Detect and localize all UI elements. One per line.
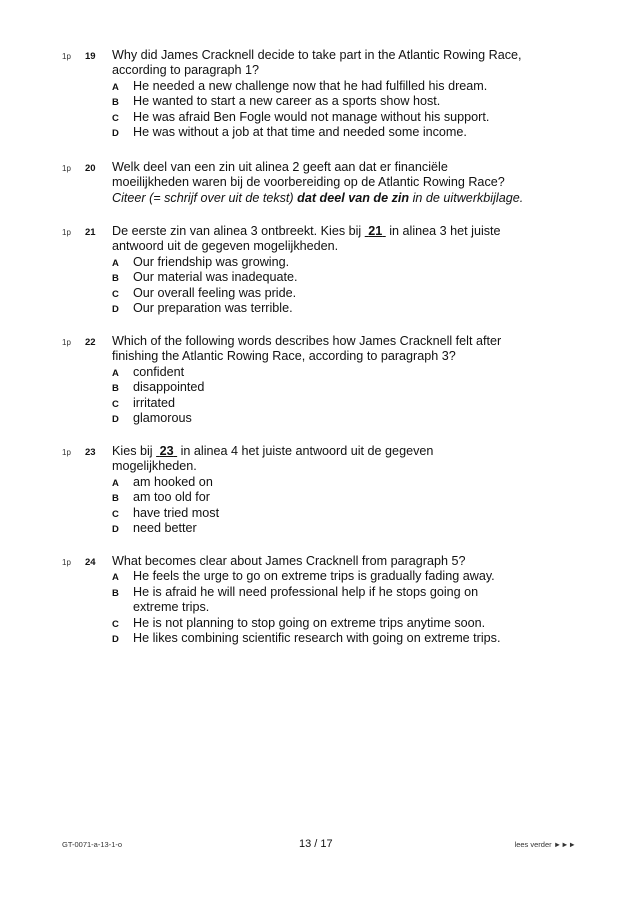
question-number: 21 [85, 227, 96, 238]
option-a[interactable]: A confident [112, 364, 185, 379]
exam-code: GT-0071-a-13-1-o [62, 840, 123, 849]
question-number: 23 [85, 447, 96, 458]
option-a[interactable]: A He feels the urge to go on extreme trips is gradually fading away. [112, 569, 495, 584]
option-b[interactable]: B He is afraid he will need professional help if he stops going on extreme trips. [112, 584, 479, 615]
option-b[interactable]: B disappointed [112, 380, 205, 395]
option-c[interactable]: C He is not planning to stop going on extreme trips anytime soon. [112, 615, 486, 630]
gap-21: 21 [368, 224, 383, 238]
option-b[interactable]: B He wanted to start a new career as a sports show host. [112, 94, 441, 109]
question-text: Welk deel van een zin uit alinea 2 geeft aan dat er financiële [112, 160, 448, 174]
option-d[interactable]: D He was without a job at that time and needed some income. [112, 125, 467, 140]
question-number: 19 [85, 51, 96, 62]
option-d[interactable]: D He likes combining scientific research with going on extreme trips. [112, 631, 501, 646]
option-a[interactable]: A am hooked on [112, 474, 213, 489]
points-label: 1p [62, 164, 71, 173]
option-c[interactable]: C irritated [112, 395, 175, 410]
option-c[interactable]: C He was afraid Ben Fogle would not manage without his support. [112, 109, 490, 124]
option-c[interactable]: C have tried most [112, 505, 220, 520]
option-b[interactable]: B Our material was inadequate. [112, 270, 298, 285]
option-a[interactable]: A He needed a new challenge now that he had fulfilled his dream. [112, 78, 488, 93]
option-c[interactable]: C Our overall feeling was pride. [112, 285, 297, 300]
question-number: 20 [85, 163, 96, 174]
option-d[interactable]: D need better [112, 521, 197, 536]
question-text: Why did James Cracknell decide to take part in the Atlantic Rowing Race, [112, 48, 522, 62]
question-text: according to paragraph 1? [112, 63, 260, 78]
points-label: 1p [62, 558, 71, 567]
page-number: 13 / 17 [299, 838, 333, 850]
question-number: 24 [85, 557, 96, 568]
question-text: antwoord uit de gegeven mogelijkheden. [112, 239, 339, 254]
continue-label: lees verder ►►► [514, 840, 576, 849]
option-d[interactable]: D glamorous [112, 411, 192, 426]
question-text: What becomes clear about James Cracknell from paragraph 5? [112, 554, 466, 568]
option-b[interactable]: B am too old for [112, 490, 211, 505]
question-text: Kies bij 23 in alinea 4 het juiste antwoord uit de gegeven [112, 444, 434, 458]
question-text: moeilijkheden waren bij de voorbereiding op de Atlantic Rowing Race? [112, 175, 505, 190]
question-text: Which of the following words describes how James Cracknell felt after [112, 334, 502, 348]
question-text: finishing the Atlantic Rowing Race, according to paragraph 3? [112, 349, 456, 364]
question-text: mogelijkheden. [112, 459, 197, 474]
points-label: 1p [62, 338, 71, 347]
points-label: 1p [62, 52, 71, 61]
points-label: 1p [62, 228, 71, 237]
cite-instruction: Citeer (= schrijf over uit de tekst) dat deel van de zin in de uitwerkbijlage. [112, 190, 524, 205]
page-footer [0, 838, 636, 852]
option-d[interactable]: D Our preparation was terrible. [112, 301, 293, 316]
gap-23: 23 [159, 444, 174, 458]
question-number: 22 [85, 337, 96, 348]
question-text: De eerste zin van alinea 3 ontbreekt. Kies bij 21 in alinea 3 het juiste [112, 224, 501, 238]
points-label: 1p [62, 448, 71, 457]
option-a[interactable]: A Our friendship was growing. [112, 254, 290, 269]
